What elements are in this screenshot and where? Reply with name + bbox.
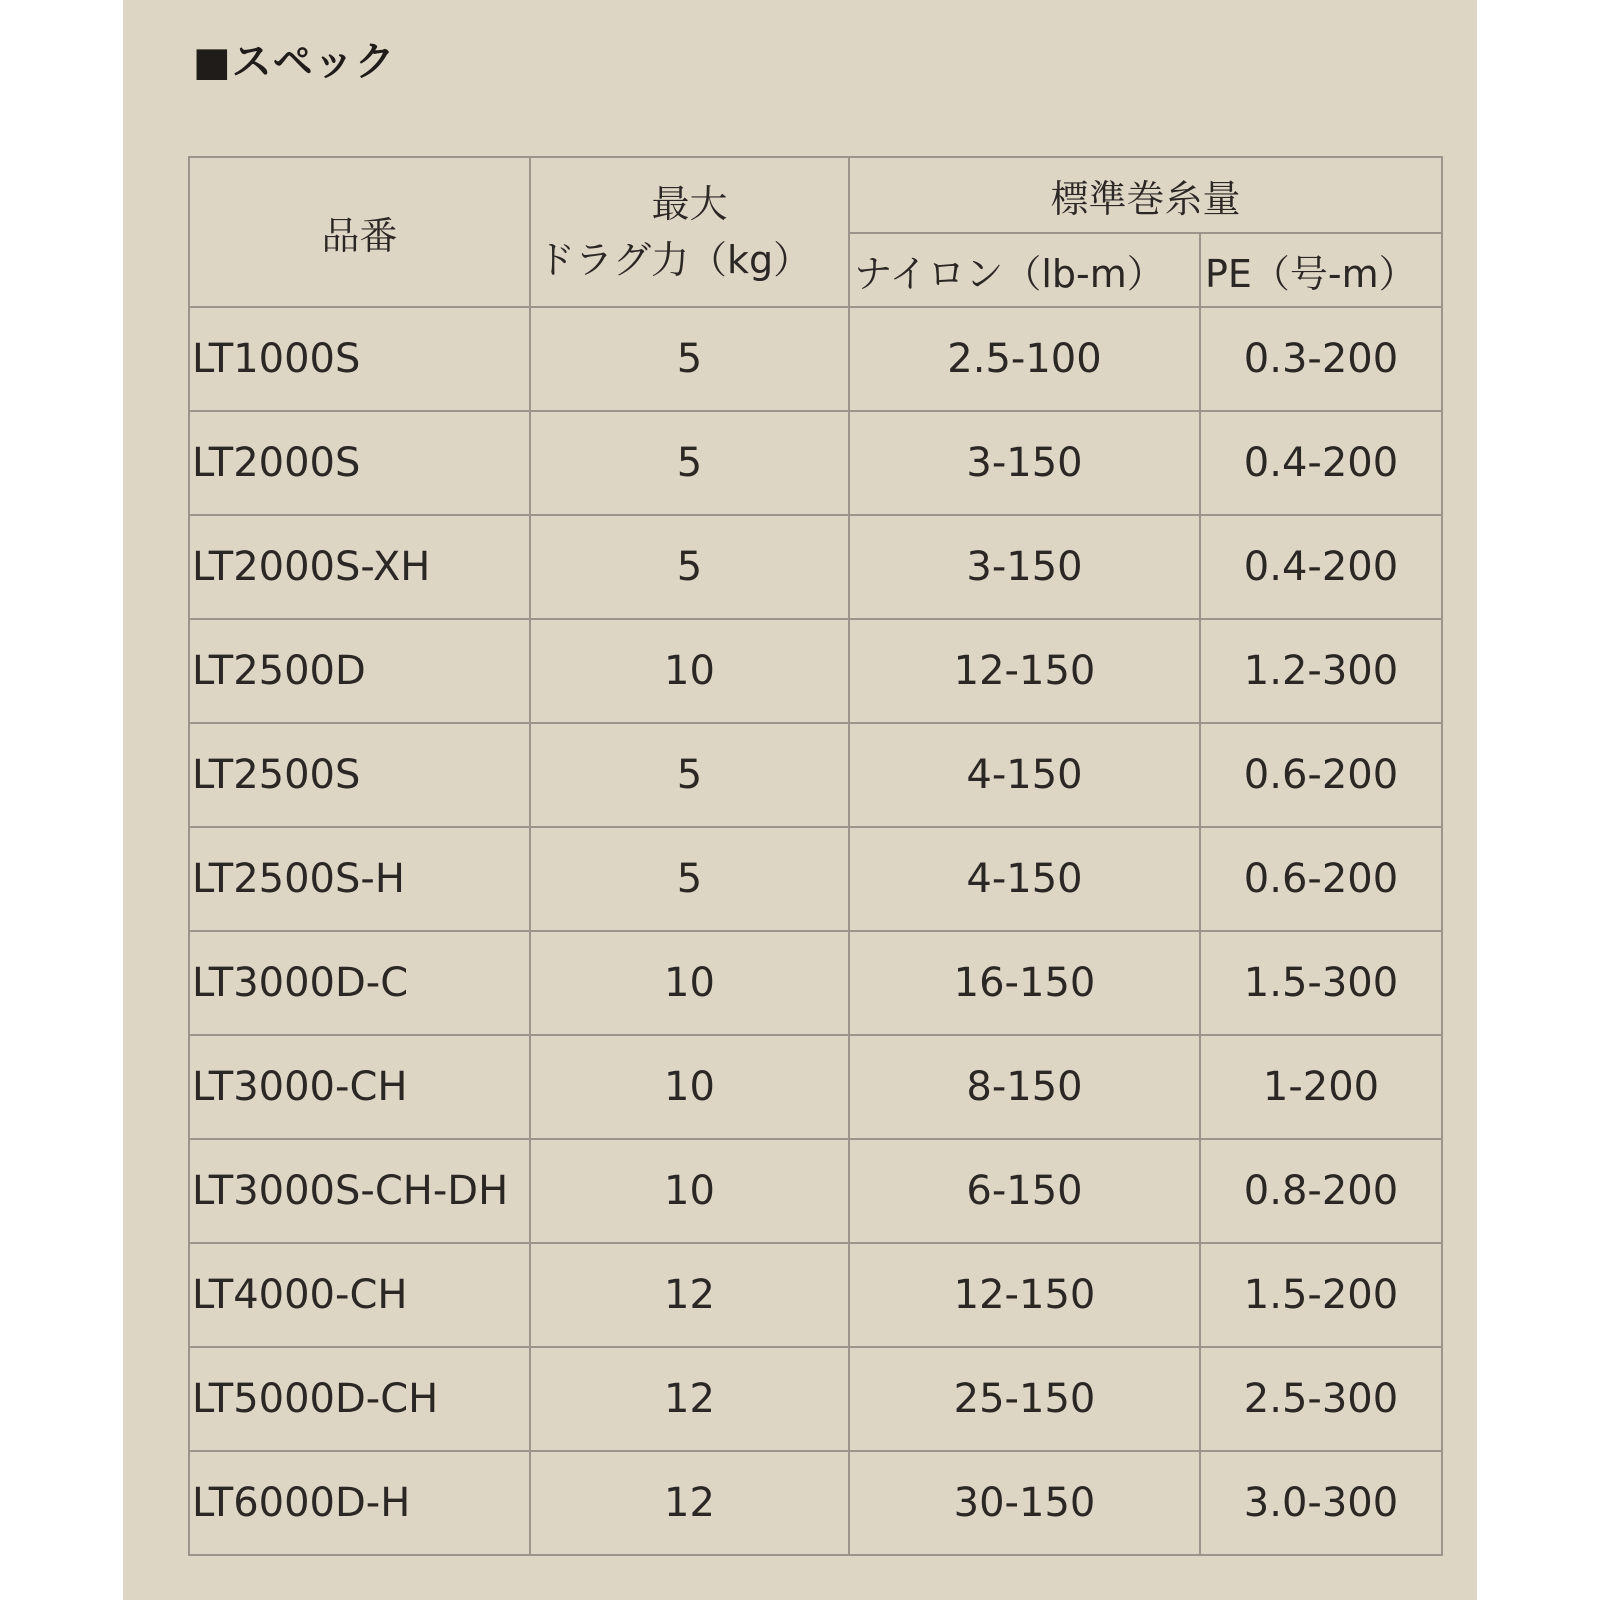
model-cell: LT2500D — [189, 619, 530, 723]
table-row — [189, 1347, 1442, 1451]
max-drag-cell: 5 — [530, 827, 849, 931]
nylon-capacity-cell: 12-150 — [849, 619, 1200, 723]
max-drag-cell: 5 — [530, 411, 849, 515]
pe-capacity-cell: 3.0-300 — [1200, 1451, 1442, 1555]
pe-capacity-cell: 0.6-200 — [1200, 827, 1442, 931]
nylon-capacity-cell: 6-150 — [849, 1139, 1200, 1243]
pe-capacity-cell: 2.5-300 — [1200, 1347, 1442, 1451]
table-row — [189, 1243, 1442, 1347]
table-row — [189, 307, 1442, 411]
pe-capacity-cell: 0.8-200 — [1200, 1139, 1442, 1243]
nylon-capacity-cell: 12-150 — [849, 1243, 1200, 1347]
header-model: 品番 — [189, 157, 530, 307]
max-drag-cell: 5 — [530, 307, 849, 411]
spec-table-body — [189, 307, 1442, 1555]
pe-capacity-cell: 1-200 — [1200, 1035, 1442, 1139]
spec-panel — [123, 0, 1477, 1600]
table-row — [189, 411, 1442, 515]
nylon-capacity-cell: 2.5-100 — [849, 307, 1200, 411]
table-row — [189, 1451, 1442, 1555]
header-nylon: ナイロン（lb-m） — [849, 233, 1200, 307]
table-row — [189, 931, 1442, 1035]
nylon-capacity-cell: 4-150 — [849, 723, 1200, 827]
max-drag-cell: 5 — [530, 515, 849, 619]
table-row — [189, 723, 1442, 827]
max-drag-cell: 5 — [530, 723, 849, 827]
section-title: ■スペック — [193, 39, 396, 85]
model-cell: LT3000S-CH-DH — [189, 1139, 530, 1243]
model-cell: LT5000D-CH — [189, 1347, 530, 1451]
header-max-drag-line2: ドラグ力（kg） — [537, 238, 812, 282]
model-cell: LT1000S — [189, 307, 530, 411]
max-drag-cell: 10 — [530, 619, 849, 723]
header-line-capacity: 標準巻糸量 — [849, 157, 1442, 233]
header-max-drag-line1: 最大 — [651, 182, 728, 226]
pe-capacity-cell: 0.4-200 — [1200, 411, 1442, 515]
pe-capacity-cell: 0.4-200 — [1200, 515, 1442, 619]
spec-table — [188, 156, 1443, 1556]
table-row — [189, 827, 1442, 931]
model-cell: LT3000-CH — [189, 1035, 530, 1139]
header-max-drag — [530, 157, 849, 307]
max-drag-cell: 10 — [530, 1139, 849, 1243]
model-cell: LT4000-CH — [189, 1243, 530, 1347]
nylon-capacity-cell: 4-150 — [849, 827, 1200, 931]
model-cell: LT3000D-C — [189, 931, 530, 1035]
model-cell: LT2500S — [189, 723, 530, 827]
model-cell: LT2000S-XH — [189, 515, 530, 619]
max-drag-cell: 10 — [530, 931, 849, 1035]
nylon-capacity-cell: 30-150 — [849, 1451, 1200, 1555]
pe-capacity-cell: 1.5-200 — [1200, 1243, 1442, 1347]
table-row — [189, 619, 1442, 723]
nylon-capacity-cell: 3-150 — [849, 411, 1200, 515]
table-row — [189, 1139, 1442, 1243]
model-cell: LT2000S — [189, 411, 530, 515]
model-cell: LT6000D-H — [189, 1451, 530, 1555]
nylon-capacity-cell: 25-150 — [849, 1347, 1200, 1451]
header-pe: PE（号-m） — [1200, 233, 1442, 307]
table-row — [189, 515, 1442, 619]
model-cell: LT2500S-H — [189, 827, 530, 931]
max-drag-cell: 12 — [530, 1451, 849, 1555]
nylon-capacity-cell: 8-150 — [849, 1035, 1200, 1139]
table-row — [189, 1035, 1442, 1139]
max-drag-cell: 12 — [530, 1347, 849, 1451]
pe-capacity-cell: 1.2-300 — [1200, 619, 1442, 723]
pe-capacity-cell: 1.5-300 — [1200, 931, 1442, 1035]
max-drag-cell: 12 — [530, 1243, 849, 1347]
nylon-capacity-cell: 3-150 — [849, 515, 1200, 619]
max-drag-cell: 10 — [530, 1035, 849, 1139]
pe-capacity-cell: 0.3-200 — [1200, 307, 1442, 411]
nylon-capacity-cell: 16-150 — [849, 931, 1200, 1035]
pe-capacity-cell: 0.6-200 — [1200, 723, 1442, 827]
